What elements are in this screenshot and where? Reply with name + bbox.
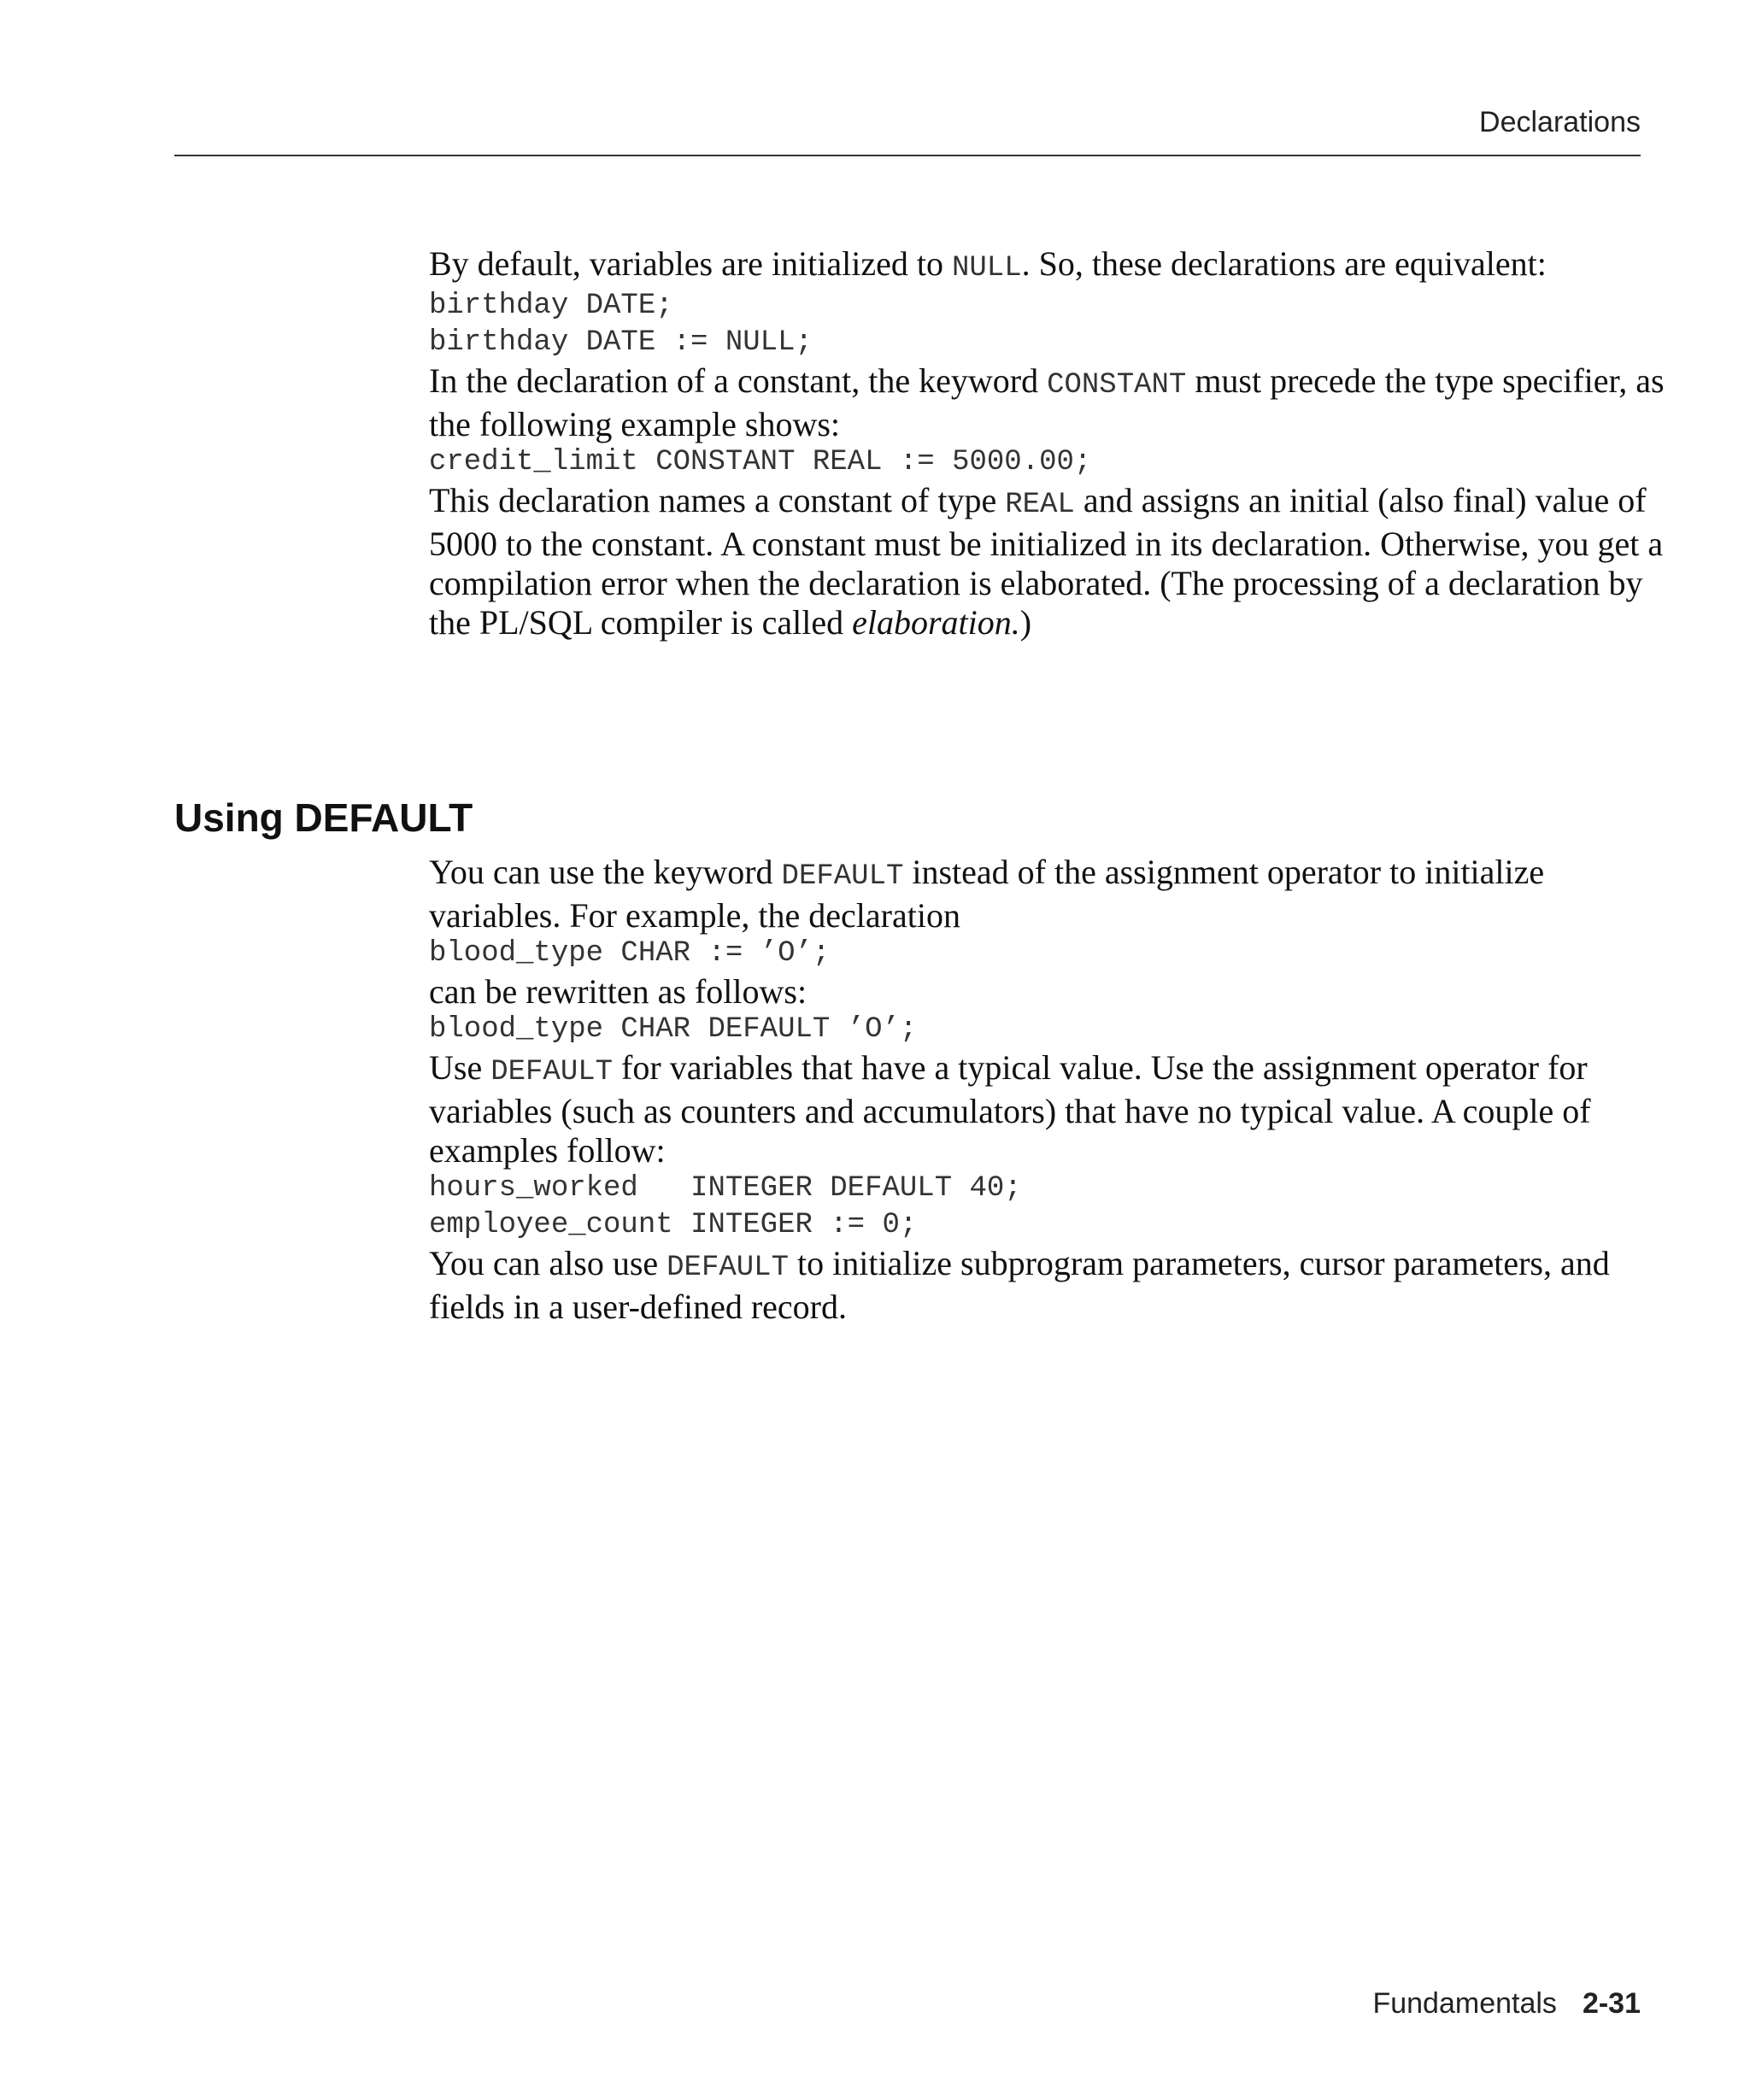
text: instead of the assignment operator to initialize variables. For example, the declaration — [429, 853, 1545, 935]
page-footer — [1372, 1987, 1641, 2021]
emphasis-elaboration: elaboration. — [852, 603, 1020, 642]
paragraph-rewritten: can be rewritten as follows: — [429, 972, 807, 1011]
text: ) — [1019, 603, 1032, 642]
inline-code-constant: CONSTANT — [1047, 369, 1187, 402]
section-using-default-body — [429, 853, 1665, 1327]
text: for variables that have a typical value. Use the assignment operator for variables (such as counters and accumulators) that have no typical value. A couple of examples follow: — [429, 1048, 1591, 1170]
text: In the declaration of a constant, the keyword — [429, 361, 1048, 400]
text: You can also use — [429, 1244, 667, 1282]
code-block-blood-type-assign: blood_type CHAR := ’O’; — [429, 937, 831, 970]
code-block-credit-limit: credit_limit CONSTANT REAL := 5000.00; — [429, 446, 1092, 478]
inline-code-null: NULL — [952, 252, 1022, 284]
paragraph-default-null — [429, 244, 1665, 288]
inline-code-real: REAL — [1005, 489, 1075, 521]
text: must precede the type specifier, as the following example shows: — [429, 361, 1665, 443]
page-number: 2-31 — [1582, 1987, 1641, 2020]
inline-code-default: DEFAULT — [490, 1056, 614, 1088]
paragraph-default-keyword — [429, 853, 1665, 936]
code-block-examples: hours_worked INTEGER DEFAULT 40; employee_count INTEGER := 0; — [429, 1172, 1022, 1241]
inline-code-default: DEFAULT — [781, 860, 904, 893]
header-rule — [174, 155, 1641, 156]
text: to initialize subprogram parameters, cursor parameters, and fields in a user-defined record. — [429, 1244, 1610, 1326]
text: and assigns an initial (also final) value of 5000 to the constant. A constant must be initialized in its declaration. Otherwise, you get a compilation error when the declaration is elaborated. (The processing of a declaration by the PL/SQL compiler is called — [429, 481, 1664, 642]
inline-code-default: DEFAULT — [667, 1252, 789, 1284]
code-block-blood-type-default: blood_type CHAR DEFAULT ’O’; — [429, 1013, 918, 1046]
text: By default, variables are initialized to — [429, 244, 952, 283]
text: . So, these declarations are equivalent: — [1021, 244, 1547, 283]
section-declarations-body — [429, 244, 1665, 642]
text: This declaration names a constant of type — [429, 481, 1006, 519]
paragraph-typical-value — [429, 1048, 1665, 1170]
code-block-birthday: birthday DATE; birthday DATE := NULL; — [429, 290, 813, 359]
paragraph-constant-keyword — [429, 361, 1665, 444]
paragraph-subprogram-parameters — [429, 1244, 1665, 1327]
paragraph-elaboration — [429, 481, 1665, 642]
running-header-title: Declarations — [1479, 106, 1641, 138]
section-heading-using-default: Using DEFAULT — [174, 795, 473, 840]
text: Use — [429, 1048, 491, 1087]
text: You can use the keyword — [429, 853, 782, 891]
footer-chapter: Fundamentals — [1372, 1987, 1557, 2020]
